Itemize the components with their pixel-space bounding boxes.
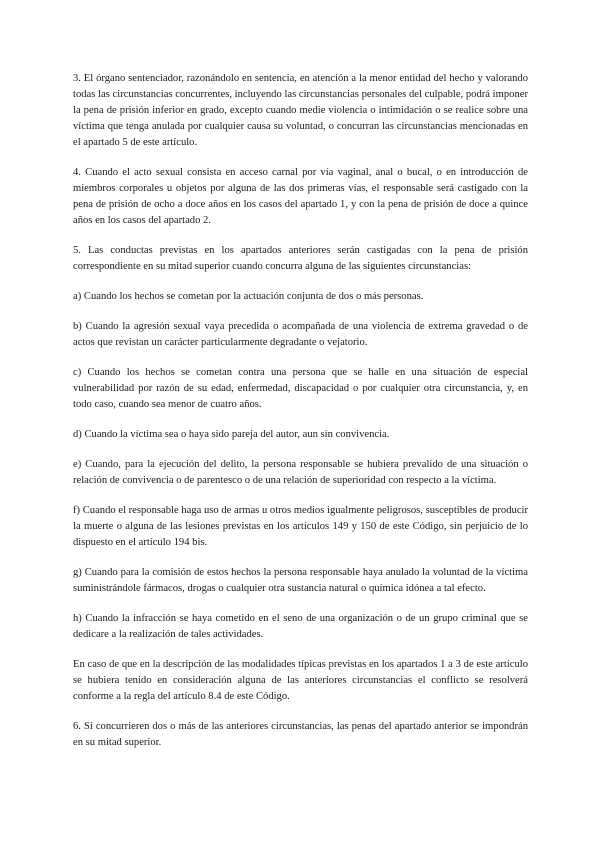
list-item-a: a) Cuando los hechos se cometan por la actuación conjunta de dos o más personas. — [73, 291, 424, 302]
paragraph-3: 3. El órgano sentenciador, razonándolo en sentencia, en atención a la menor entidad del hecho y valorando todas las circunstancias concurrentes, incluyendo las circunstancias personales del culpable, podrá imponer la pena de prisión inferior en grado, excepto cuando medie violencia o intimidación o se realice sobre una víctima que tenga anulada por cualquier causa su voluntad, o concurran las circunstancias mencionadas en el apartado 5 de este artículo. — [73, 73, 528, 148]
paragraph-6: 6. Si concurrieren dos o más de las anteriores circunstancias, las penas del apartado anterior se impondrán en su mitad superior. — [73, 721, 528, 748]
list-item-g: g) Cuando para la comisión de estos hechos la persona responsable haya anulado la voluntad de la víctima suministrándole fármacos, drogas o cualquier otra sustancia natural o química idónea a tal efecto. — [73, 567, 528, 594]
list-item-d: d) Cuando la víctima sea o haya sido pareja del autor, aun sin convivencia. — [73, 429, 390, 440]
document-body — [73, 71, 528, 765]
paragraph-4: 4. Cuando el acto sexual consista en acceso carnal por vía vaginal, anal o bucal, o en introducción de miembros corporales u objetos por alguna de las dos primeras vías, el responsable será castigado con la pena de prisión de ocho a doce años en los casos del apartado 1, y con la pena de prisión de doce a quince años en los casos del apartado 2. — [73, 167, 528, 226]
list-item-c: c) Cuando los hechos se cometan contra una persona que se halle en una situación de especial vulnerabilidad por razón de su edad, enfermedad, discapacidad o por cualquier otra circunstancia, y, en todo caso, cuando sea menor de cuatro años. — [73, 367, 528, 410]
paragraph-5: 5. Las conductas previstas en los apartados anteriores serán castigadas con la pena de prisión correspondiente en su mitad superior cuando concurra alguna de las siguientes circunstancias: — [73, 245, 528, 272]
list-item-e: e) Cuando, para la ejecución del delito, la persona responsable se hubiera prevalido de una situación o relación de convivencia o de parentesco o de una relación de superioridad con respecto a la víctima. — [73, 459, 528, 486]
list-item-b: b) Cuando la agresión sexual vaya precedida o acompañada de una violencia de extrema gravedad o de actos que revistan un carácter particularmente degradante o vejatorio. — [73, 321, 528, 348]
list-item-f: f) Cuando el responsable haga uso de armas u otros medios igualmente peligrosos, susceptibles de producir la muerte o alguna de las lesiones previstas en los artículos 149 y 150 de este Código, sin perjuicio de lo dispuesto en el artículo 194 bis. — [73, 505, 528, 548]
paragraph-conflict-rule: En caso de que en la descripción de las modalidades típicas previstas en los apartados 1 a 3 de este artículo se hubiera tenido en consideración alguna de las anteriores circunstancias el conflicto se resolverá conforme a la regla del artículo 8.4 de este Código. — [73, 659, 528, 702]
list-item-h: h) Cuando la infracción se haya cometido en el seno de una organización o de un grupo criminal que se dedicare a la realización de tales actividades. — [73, 613, 528, 640]
